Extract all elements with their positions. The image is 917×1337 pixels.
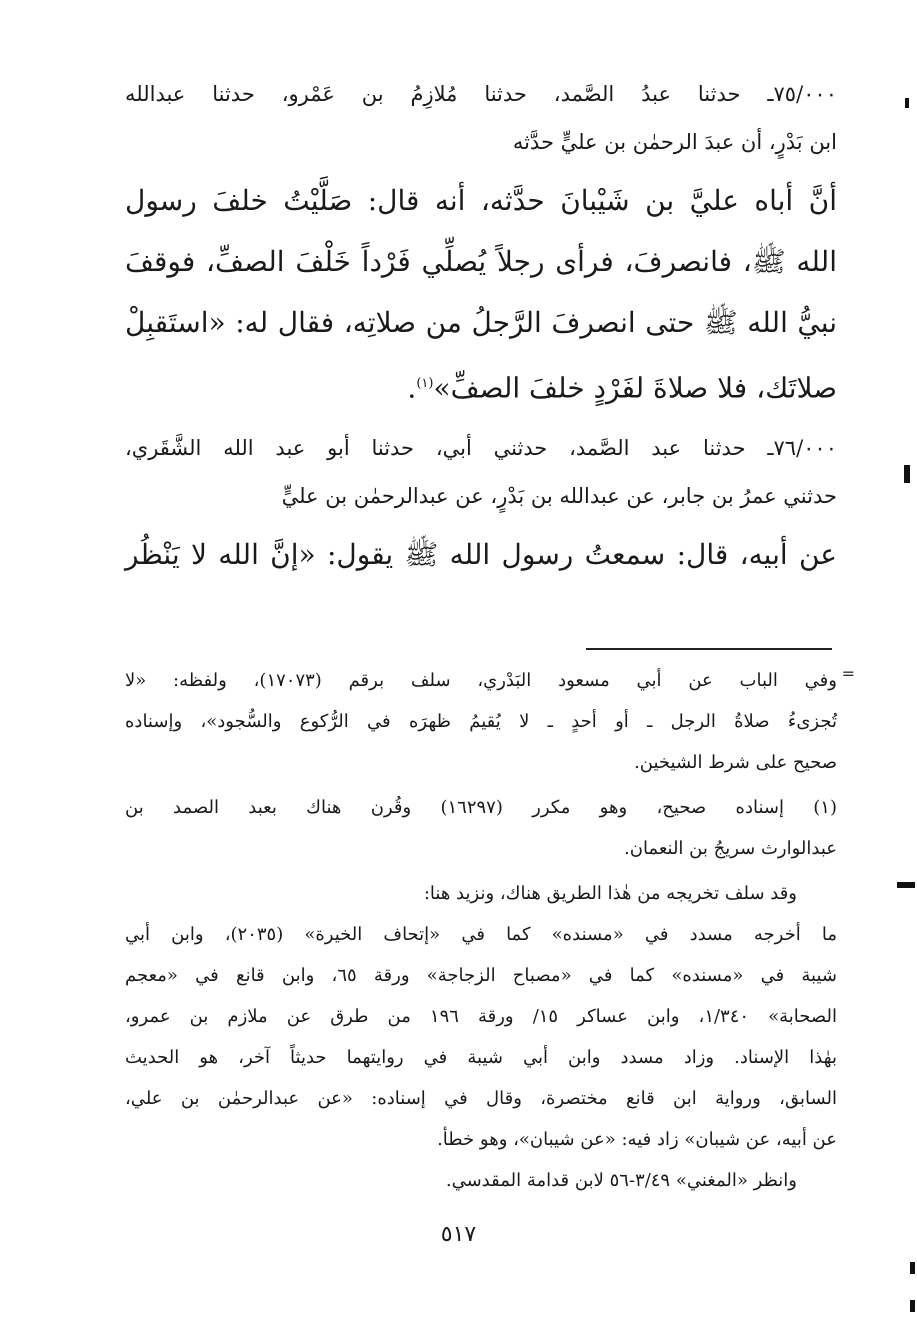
hadith-76-chain: [125, 424, 837, 520]
hadith-75-text-line-2: الله ﷺ، فانصرفَ، فرأى رجلاً يُصلِّي فَرْداً خَلْفَ الصفِّ، فوقفَ: [125, 245, 837, 278]
footnote-separator: [586, 648, 832, 650]
hadith-75-text-line-3: نبيُّ الله ﷺ حتى انصرفَ الرَّجلُ من صلاتِه، فقال له: «استَقبِلْ: [125, 306, 837, 339]
continued-marker: =: [841, 664, 855, 683]
footnote-1: [125, 787, 837, 869]
takhrij-line-3: الصحابة» ١/٣٤٠، وابن عساكر ١٥/ ورقة ١٩٦ من طرق عن ملازم بن عمرو،: [125, 1006, 837, 1027]
hadith-75-text: [125, 170, 837, 418]
scan-edge-mark-3: [897, 882, 915, 888]
takhrij-line-6: عن أبيه، عن شيبان» زاد فيه: «عن شيبان»، وهو خطأ.: [437, 1129, 837, 1150]
hadith-75-chain-line-2: ابن بَدْرٍ، أن عبدَ الرحمٰن بن عليٍّ حدَّثه: [512, 130, 837, 154]
footnote-continued-line-1: وفي الباب عن أبي مسعود البَدْري، سلف برقم (١٧٠٧٣)، ولفظه: «لا: [125, 670, 837, 691]
hadith-75-text-line-4-body: صلاتَك، فلا صلاةَ لفَرْدٍ خلفَ الصفِّ»: [433, 371, 837, 405]
footnote-continued-line-2: تُجزىءُ صلاةُ الرجل ـ أو أحدٍ ـ لا يُقيمُ ظهرَه في الرُّكوع والسُّجود»، وإسناده: [125, 711, 837, 732]
scan-edge-mark-4: [910, 1262, 915, 1274]
takhrij-line-1: ما أخرجه مسدد في «مسنده» كما في «إتحاف الخيرة» (٢٠٣٥)، وابن أبي: [125, 924, 837, 945]
hadith-75-text-line-1: أنَّ أباه عليَّ بن شَيْبانَ حدَّثه، أنه قال: صَلَّيْتُ خلفَ رسول: [125, 184, 837, 217]
hadith-76-text: [125, 524, 837, 585]
footnote-continued-line-3: صحيح على شرط الشيخين.: [634, 752, 837, 773]
takhrij-intro: وقد سلف تخريجه من هٰذا الطريق هناك، ونزيد هنا:: [423, 883, 797, 904]
hadith-75-chain-line-1: ٧٥/٠٠٠ـ حدثنا عبدُ الصَّمد، حدثنا مُلازِمُ بن عَمْرو، حدثنا عبدالله: [125, 82, 837, 106]
hadith-76-chain-line-1: ٧٦/٠٠٠ـ حدثنا عبد الصَّمد، حدثني أبي، حدثنا أبو عبد الله الشَّقَري،: [125, 436, 837, 461]
footnotes: [125, 660, 837, 1205]
hadith-76-chain-line-2: حدثني عمرُ بن جابر، عن عبدالله بن بَدْرٍ، عن عبدالرحمٰن بن عليٍّ: [281, 484, 837, 509]
scan-edge-mark-2: [904, 465, 910, 483]
takhrij-line-2: شيبة في «مسنده» كما في «مصباح الزجاجة» ورقة ٦٥، وابن قانع في «معجم: [125, 965, 837, 986]
end-period: .: [407, 371, 417, 405]
footnote-continued: [125, 660, 837, 783]
main-text: [125, 70, 837, 591]
scan-edge-mark-5: [910, 1300, 915, 1312]
hadith-75-text-line-4: [125, 353, 837, 418]
takhrij-line-4: بهٰذا الإسناد. وزاد مسدد وابن أبي شيبة في روايتهما حديثاً آخر، هو الحديث: [125, 1047, 837, 1068]
takhrij-line-5: السابق، ورواية ابن قانع مختصرة، وقال في إسناده: «عن عبدالرحمٰن بن علي،: [125, 1088, 837, 1109]
hadith-75-chain: [125, 70, 837, 166]
footnote-1-line-2: عبدالوارث سريجُ بن النعمان.: [624, 838, 837, 859]
page-number: ٥١٧: [440, 1222, 477, 1247]
footnote-1-line-1: (١) إسناده صحيح، وهو مكرر (١٦٢٩٧) وقُرن هناك بعبد الصمد بن: [125, 797, 837, 818]
see-also: وانظر «المغني» ٣/٤٩-٥٦ لابن قدامة المقدسي.: [445, 1170, 797, 1191]
footnote-takhrij: [125, 873, 837, 1201]
hadith-76-text-line-1: عن أبيه، قال: سمعتُ رسول الله ﷺ يقول: «إنَّ الله لا يَنْظُر: [125, 538, 837, 572]
footnote-ref-1[interactable]: (١): [416, 376, 434, 391]
scan-edge-mark-1: [905, 98, 909, 108]
